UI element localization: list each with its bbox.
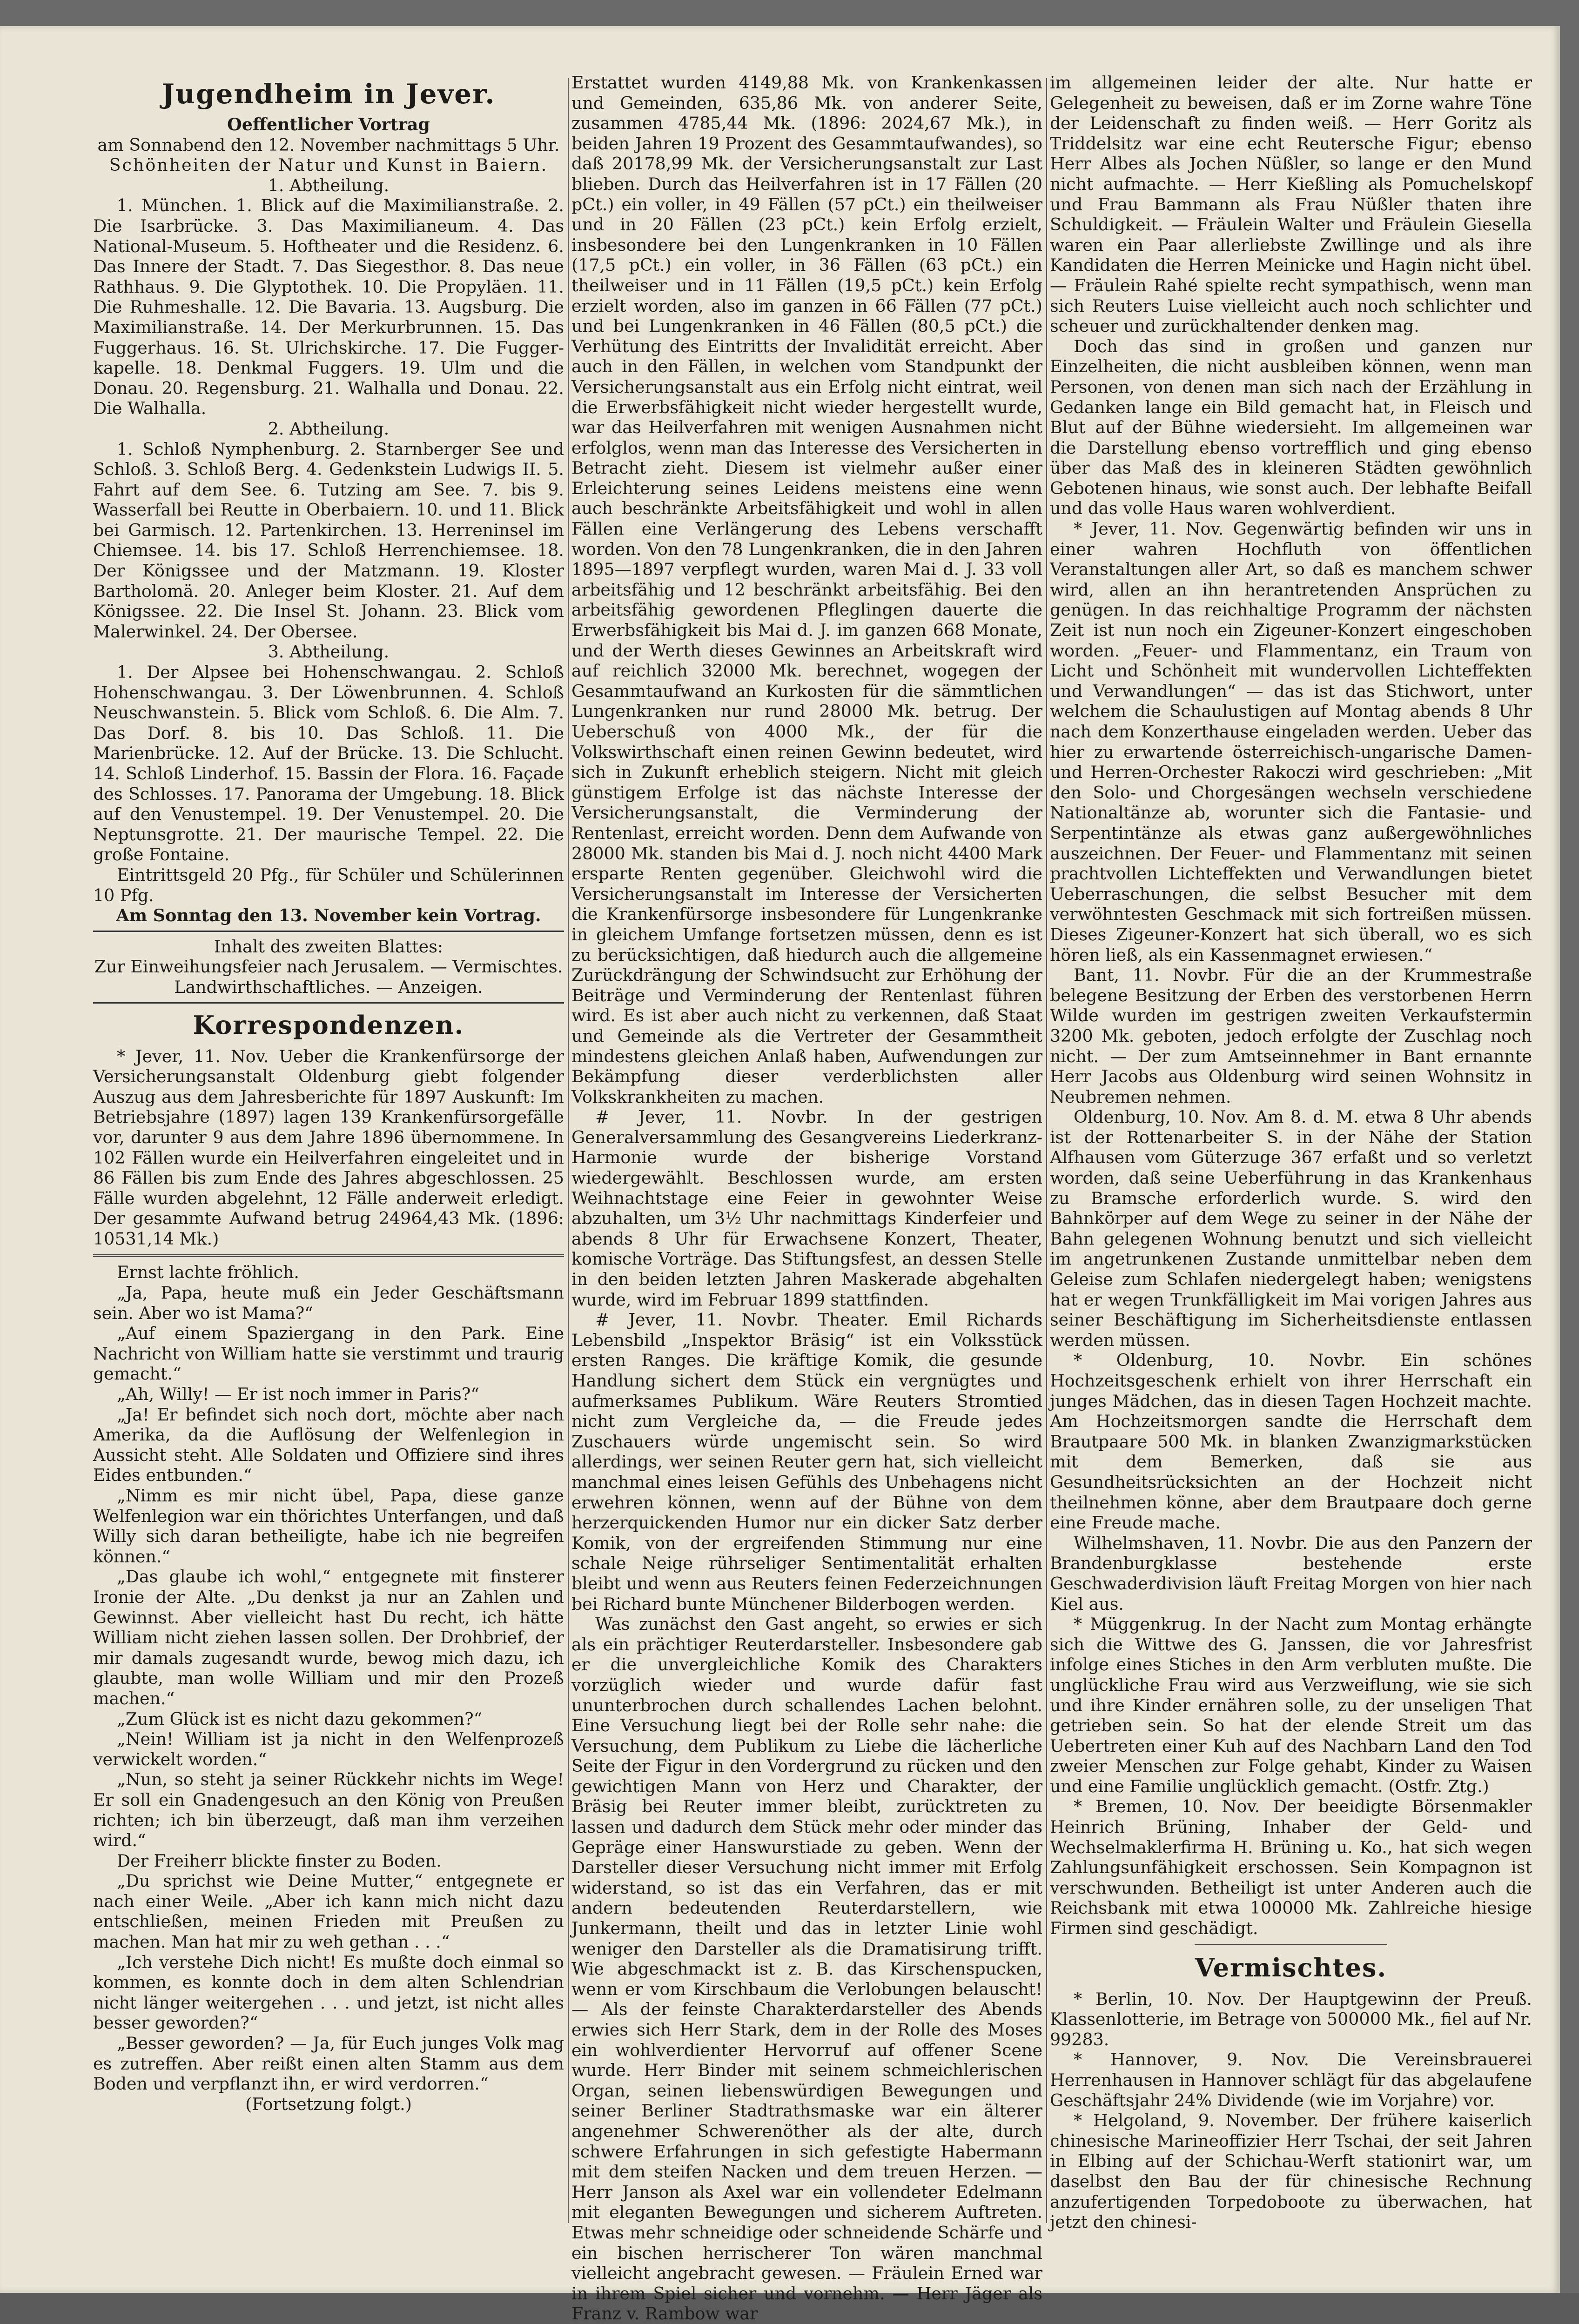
story-paragraph: „Ja! Er befindet sich noch dort, möchte aber nach Amerika, da die Auflösung der Welfenlegion in Aussicht steht. Alle Soldaten und Offiziere sind ihres Eides entbunden.“: [93, 1404, 564, 1486]
contents-heading: Inhalt des zweiten Blattes:: [214, 936, 443, 957]
admission-text: Eintrittsgeld 20 Pfg., für Schüler und Schülerinnen 10 Pfg.: [93, 864, 564, 905]
lecture-topic: Schönheiten der Natur und Kunst in Baiern.: [109, 155, 548, 175]
article-berlin: * Berlin, 10. Nov. Der Hauptgewinn der Preuß. Klassenlotterie, im Betrage von 500000 Mk., fiel auf Nr. 99283.: [1050, 1989, 1532, 2049]
article-krankenfuersorge-continued: Erstattet wurden 4149,88 Mk. von Krankenkassen und Gemeinden, 635,86 Mk. von anderer Seite, zusammen 4785,44 Mk. (1896: 2024,67 Mk.), in beiden Jahren 19 Prozent des Gesammtaufwandes), so daß 20178,99 Mk. der Versicherungsanstalt zur Last blieben. Durch das Heilverfahren ist in 17 Fällen (20 pCt.) ein voller, in 49 Fällen (57 pCt.) ein theilweiser und in 20 Fällen (23 pCt.) kein Erfolg erzielt, insbesondere bei den Lungenkranken in 10 Fällen (17,5 pCt.) ein voller, in 36 Fällen (63 pCt.) ein theilweiser und in 11 Fällen (19,5 pCt.) kein Erfolg erzielt worden, also im ganzen in 66 Fällen (77 pCt.) und bei Lungenkranken in 46 Fällen (80,5 pCt.) die Verhütung des Eintritts der Invalidität erreicht. Aber auch in den Fällen, in welchen vom Standpunkt der Versicherungsanstalt aus ein Erfolg nicht eintrat, weil die Erwerbsfähigkeit nicht wieder hergestellt wurde, war das Heilverfahren mit wenigen Ausnahmen nicht erfolglos, wenn man das Interesse des Versicherten in Betracht zieht. Diesem ist vielmehr außer einer Erleichterung seines Leidens meistens eine wenn auch beschränkte Arbeitsfähigkeit und wohl in allen Fällen eine Verlängerung des Lebens verschafft worden. Von den 78 Lungenkranken, die in den Jahren 1895—1897 verpflegt wurden, waren Mai d. J. 33 voll arbeitsfähig und 12 beschränkt arbeitsfähig. Bei den arbeitsfähig gewordenen Pfleglingen dauerte die Erwerbsfähigkeit bis Mai d. J. im ganzen 668 Monate, und der Werth dieses Gewinnes an Arbeitskraft wird auf reichlich 32000 Mk. berechnet, wogegen der Gesammtaufwand an Kurkosten für die sämmtlichen Lungenkranken nur rund 28000 Mk. betrug. Der Ueberschuß von 4000 Mk., der für die Volkswirthschaft einen reinen Gewinn bedeutet, wird sich in Zukunft erheblich steigern. Nicht mit gleich günstigem Erfolge ist das nächste Interesse der Versicherungsanstalt, die Verminderung der Rentenlast, erreicht worden. Denn dem Aufwande von 28000 Mk. standen bis Mai d. J. noch nicht 4400 Mark ersparte Renten gegenüber. Gleichwohl wird die Versicherungsanstalt im Interesse der Versicherten die Krankenfürsorge insbesondere für Lungenkranke in gleichem Umfange fortsetzen müssen, denn es ist zu berücksichtigen, daß hiedurch auch die allgemeine Zurückdrängung der Schwindsucht zur Erhöhung der Beiträge und Verminderung der Rentenlast führen wird. Es ist aber auch nicht zu verkennen, daß Staat und Gemeinde als die Vertreter der Gesammtheit mindestens gleichen Anlaß haben, Aufwendungen zur Bekämpfung dieser verderblichsten aller Volkskrankheiten zu machen.: [571, 73, 1042, 1107]
article-oldenburg-hochzeit: * Oldenburg, 10. Novbr. Ein schönes Hochzeitsgeschenk erhielt von ihrer Herrschaft ein junges Mädchen, das in diesen Tagen Hochzeit machte. Am Hochzeitsmorgen sandte die Herrschaft dem Brautpaare 500 Mk. in blanken Zwanzigmarkstücken mit dem Bemerken, daß sie aus Gesundheitsrücksichten an der Hochzeit nicht theilnehmen könne, aber dem Brautpaare doch gerne eine Freude mache.: [1050, 1350, 1532, 1533]
newspaper-page: [0, 26, 1560, 2324]
story-paragraph: Der Freiherr blickte finster zu Boden.: [116, 1850, 442, 1871]
article-theater-conclusion: Doch das sind in großen und ganzen nur Einzelheiten, die nicht ausbleiben können, wenn man Personen, von denen man sich nach der Erzählung in Gedanken lange ein Bild gemacht hat, in Fleisch und Blut auf der Bühne wiedersieht. Im allgemeinen war die Darstellung ebenso vortrefflich und ging ebenso über das Maß des in kleineren Städten gewöhnlich Gebotenen hinaus, wie sonst auch. Der lebhafte Beifall und das volle Haus waren wohlverdient.: [1050, 336, 1532, 519]
contents-list: Zur Einweihungsfeier nach Jerusalem. — Vermischtes. Landwirthschaftliches. — Anzeigen.: [94, 957, 563, 997]
column-1: [93, 73, 564, 2265]
story-paragraph: „Nein! William ist ja nicht in den Welfenprozeß verwickelt worden.“: [93, 1729, 564, 1769]
column-divider: [568, 78, 569, 2223]
headline-jugendheim: Jugendheim in Jever.: [161, 78, 496, 110]
separator: [93, 931, 564, 932]
article-bremen: * Bremen, 10. Nov. Der beeidigte Börsenmakler Heinrich Brüning, Inhaber der Geld- und Wechselmaklerfirma H. Brüning u. Ko., hat sich wegen Zahlungsunfähigkeit erschossen. Sein Kompagnon ist verschwunden. Betheiligt ist unter Anderen auch die Reichsbank mit etwa 100000 Mk. Zahlreiche hiesige Firmen sind geschädigt.: [1050, 1796, 1532, 1939]
separator: [93, 1002, 564, 1004]
story-paragraph: „Nimm es mir nicht übel, Papa, diese ganze Welfenlegion war ein thörichtes Unterfangen, und daß Willy sich daran betheiligte, habe ich nie begreifen können.“: [93, 1486, 564, 1567]
story-paragraph: Ernst lachte fröhlich.: [116, 1262, 299, 1283]
part1-heading: 1. Abtheilung.: [268, 175, 390, 195]
column-divider: [1046, 78, 1047, 2223]
column-3: [1050, 73, 1532, 2265]
story-paragraph: „Besser geworden? — Ja, für Euch junges Volk mag es zutreffen. Aber reißt einen alten Stamm aus dem Boden und verpflanzt ihn, er wird verdorren.“: [93, 2033, 564, 2094]
article-bant: Bant, 11. Novbr. Für die an der Krummestraße belegene Besitzung der Erben des verstorbenen Herrn Wilde wurden im gestrigen zweiten Verkaufstermin 3200 Mk. geboten, jedoch erfolgte der Zuschlag noch nicht. — Der zum Amtseinnehmer in Bant ernannte Herr Jacobs aus Oldenburg wird seinen Wohnsitz in Neubremen nehmen.: [1050, 965, 1532, 1107]
section-heading-korrespondenzen: Korrespondenzen.: [193, 1010, 464, 1040]
lecture-date: am Sonnabend den 12. November nachmittags 5 Uhr.: [97, 134, 560, 155]
article-jever-liederkranz: # Jever, 11. Novbr. In der gestrigen Generalversammlung des Gesangvereins Liederkranz-Harmonie wurde der bisherige Vorstand wiedergewählt. Beschlossen wurde, am ersten Weihnachtstage eine Feier in gewohnter Weise abzuhalten, um 3½ Uhr nachmittags Kinderfeier und abends 8 Uhr für Erwachsene Konzert, Theater, komische Vorträge. Das Stiftungsfest, an dessen Stelle in den beiden letzten Jahren Maskerade abgehalten wurde, wird im Februar 1899 stattfinden.: [571, 1107, 1042, 1310]
sunday-note: Am Sonntag den 13. November kein Vortrag.: [116, 905, 541, 926]
article-oldenburg-unfall: Oldenburg, 10. Nov. Am 8. d. M. etwa 8 Uhr abends ist der Rottenarbeiter S. in der Nähe der Station Alfhausen vom Güterzuge 367 erfaßt und so verletzt worden, daß seine Ueberführung in das Krankenhaus zu Bramsche erforderlich wurde. S. wird den Bahnkörper auf dem Wege zu seiner in der Nähe der Bahn gelegenen Wohnung benutzt und sich vielleicht im angetrunkenen Zustande unmittelbar neben dem Geleise zum Schlafen niedergelegt haben; wenigstens hat er wegen Trunkfälligkeit im Mai vorigen Jahres aus seiner Beschäftigung im Sicherheitsdienste entlassen werden müssen.: [1050, 1107, 1532, 1350]
article-mueggenkrug: * Müggenkrug. In der Nacht zum Montag erhängte sich die Wittwe des G. Janssen, die vor Jahresfrist infolge eines Stiches in den Arm verbluten mußte. Die unglückliche Frau wird aus Verzweiflung, wie sie sich und ihre Kinder ernähren solle, zu der unseligen That getrieben sein. So hat der elende Streit um das Uebertreten einer Kuh auf des Nachbarn Land den Tod zweier Menschen zur Folge gehabt, Kinder zu Waisen und eine Familie unglücklich gemacht. (Ostfr. Ztg.): [1050, 1614, 1532, 1796]
story-paragraph: „Ah, Willy! — Er ist noch immer in Paris?“: [116, 1384, 479, 1405]
story-paragraph: „Nun, so steht ja seiner Rückkehr nichts im Wege! Er soll ein Gnadengesuch an den König von Preußen richten; ich bin überzeugt, daß man ihm verzeihen wird.“: [93, 1769, 564, 1851]
article-jever-theater: # Jever, 11. Novbr. Theater. Emil Richards Lebensbild „Inspektor Bräsig“ ist ein Volksstück ersten Ranges. Die kräftige Komik, die gesunde Handlung sichert dem Stück ein vergnügtes und aufmerksames Publikum. Wäre Reuters Stromtied nicht zum Vergleiche da, — die Freude jedes Zuschauers würde ungemischt sein. So wird allerdings, wer seinen Reuter gern hat, sich vielleicht manchmal eines leisen Gefühls des Unbehagens nicht erwehren können, wenn auf der Bühne von dem herzerquickenden Humor nur ein dicker Satz derber Komik, von der ergreifenden Stimmung nur eine schale Neige rührseliger Sentimentalität erhalten bleibt und wenn aus Reuters feinen Federzeichnungen bei Richard bunte Münchener Bilderbogen werden.: [571, 1310, 1042, 1614]
article-jever-zigeuner-konzert: * Jever, 11. Nov. Gegenwärtig befinden wir uns in einer wahren Hochfluth von öffentlichen Veranstaltungen aller Art, so daß es manchem schwer wird, allen an ihn herantretenden Ansprüchen zu genügen. In das reichhaltige Programm der nächsten Zeit ist nun noch ein Zigeuner-Konzert eingeschoben worden. „Feuer- und Flammentanz, ein Traum von Licht und Schönheit mit wundervollen Lichteffekten und Verwandlungen“ — das ist das Stichwort, unter welchem die Schaulustigen auf Montag abends 8 Uhr nach dem Konzerthause eingeladen werden. Ueber das hier zu erwartende österreichisch-ungarische Damen- und Herren-Orchester Rakoczi wird geschrieben: „Mit den Solo- und Chorgesängen wechseln verschiedene Nationaltänze ab, worunter sich die Fantasie- und Serpentintänze als etwas ganz außergewöhnliches auszeichnen. Der Feuer- und Flammentanz mit seinen prachtvollen Lichteffekten und Verwandlungen bietet Ueberraschungen, die selbst Besucher mit dem verwöhntesten Geschmack mit sich fortreißen müssen. Dieses Zigeuner-Konzert hat sich überall, wo es sich hören ließ, als ein Kassenmagnet erwiesen.“: [1050, 519, 1532, 965]
part3-heading: 3. Abtheilung.: [268, 642, 390, 662]
story-paragraph: „Ja, Papa, heute muß ein Jeder Geschäftsmann sein. Aber wo ist Mama?“: [93, 1283, 564, 1323]
article-wilhelmshaven: Wilhelmshaven, 11. Novbr. Die aus den Panzern der Brandenburgklasse bestehende erste Geschwaderdivision läuft Freitag Morgen von hier nach Kiel aus.: [1050, 1533, 1532, 1614]
part2-list: 1. Schloß Nymphenburg. 2. Starnberger See und Schloß. 3. Schloß Berg. 4. Gedenkstein Ludwigs II. 5. Fahrt auf dem See. 6. Tutzing am See. 7. bis 9. Wasserfall bei Reutte in Oberbaiern. 10. und 11. Blick bei Garmisch. 12. Partenkirchen. 13. Herreninsel im Chiemsee. 14. bis 17. Schloß Herrenchiemsee. 18. Der Königssee und der Matzmann. 19. Kloster Bartholomä. 20. Anleger beim Kloster. 21. Auf dem Königssee. 22. Die Insel St. Johann. 23. Blick vom Malerwinkel. 24. Der Obersee.: [93, 439, 564, 642]
part3-list: 1. Der Alpsee bei Hohenschwangau. 2. Schloß Hohenschwangau. 3. Der Löwenbrunnen. 4. Schloß Neuschwanstein. 5. Blick vom Schloß. 6. Die Alm. 7. Das Dorf. 8. bis 10. Das Schloß. 11. Die Marienbrücke. 12. Auf der Brücke. 13. Die Schlucht. 14. Schloß Linderhof. 15. Bassin der Flora. 16. Façade des Schlosses. 17. Panorama der Umgebung. 18. Blick auf den Venustempel. 19. Der Venustempel. 20. Die Neptunsgrotte. 21. Der maurische Tempel. 22. Die große Fontaine.: [93, 662, 564, 865]
article-helgoland: * Helgoland, 9. November. Der frühere kaiserlich chinesische Marineoffizier Herr Tschai, der seit Jahren in Elbing auf der Schichau-Werft stationirt war, um daselbst den Bau der für chinesische Rechnung anzufertigenden Torpedoboote zu überwachen, hat jetzt den chinesi-: [1050, 2110, 1532, 2232]
article-theater-review: Was zunächst den Gast angeht, so erwies er sich als ein prächtiger Reuterdarsteller. Insbesondere gab er die unvergleichliche Komik des Charakters vorzüglich wieder und wurde dafür fast ununterbrochen durch schallendes Lachen belohnt. Eine Versuchung liegt bei der Rolle sehr nahe: die Versuchung, dem Publikum zu Liebe die lächerliche Seite der Figur in den Vordergrund zu rücken und den gewichtigen Mann von Herz und Charakter, der Bräsig bei Reuter immer bleibt, zurücktreten zu lassen und dadurch dem Stück mehr oder minder das Gepräge einer Hanswurstiade zu geben. Wenn der Darsteller dieser Versuchung nicht immer mit Erfolg widerstand, so ist das ein Verfahren, das er mit andern bedeutenden Reuterdarstellern, wie Junkermann, theilt und das in letzter Linie wohl weniger den Darsteller als die Dramatisirung trifft. Wie abgeschmackt ist z. B. das Kirschenspucken, wenn er vom Kirschbaum die Verlobungen belauscht! — Als der feinste Charakterdarsteller des Abends erwies sich Herr Stark, dem in der Rolle des Moses ein wohlverdienter Hervorruf auf offener Scene wurde. Herr Binder mit seinem schmeichlerischen Organ, seinen liebenswürdigen Bewegungen und seiner Berliner Stadtrathsmaske war ein älterer angenehmer Schwerenöther als der alte, durch schwere Erfahrungen in sich gefestigte Habermann mit dem steifen Nacken und dem treuen Herzen. — Herr Janson als Axel war ein vollendeter Edelmann mit eleganten Bewegungen und sicherem Auftreten. Etwas mehr schneidige oder schneidende Schärfe und ein bischen herrischerer Ton wären manchmal vielleicht angebracht gewesen. — Fräulein Erned war in ihrem Spiel sicher und vornehm. — Herr Jäger als Franz v. Rambow war: [571, 1614, 1042, 2324]
article-jever-krankenfuersorge: * Jever, 11. Nov. Ueber die Krankenfürsorge der Versicherungsanstalt Oldenburg giebt folgender Auszug aus dem Jahresberichte für 1897 Auskunft: Im Betriebsjahre (1897) lagen 139 Krankenfürsorgefälle vor, darunter 9 aus dem Jahre 1896 übernommene. In 102 Fällen wurde ein Heilverfahren eingeleitet und in 86 Fällen bis zum Ende des Jahres abgeschlossen. 25 Fälle wurden abgelehnt, 12 Fälle anderweit erledigt. Der gesammte Aufwand betrug 24964,43 Mk. (1896: 10531,14 Mk.): [93, 1046, 564, 1249]
feuilleton-separator: [93, 1254, 564, 1257]
column-2: [571, 73, 1042, 2324]
part1-list: 1. München. 1. Blick auf die Maximilianstraße. 2. Die Isarbrücke. 3. Das Maximilianeum. 4. Das National-Museum. 5. Hoftheater und die Residenz. 6. Das Innere der Stadt. 7. Das Siegesthor. 8. Das neue Rathhaus. 9. Die Glyptothek. 10. Die Propyläen. 11. Die Ruhmeshalle. 12. Die Bavaria. 13. Augsburg. Die Maximilianstraße. 14. Der Merkurbrunnen. 15. Das Fuggerhaus. 16. St. Ulrichskirche. 17. Die Fugger-kapelle. 18. Denkmal Fuggers. 19. Ulm und die Donau. 20. Regensburg. 21. Walhalla und Donau. 22. Die Walhalla.: [93, 195, 564, 419]
subheading-vortrag: Oeffentlicher Vortrag: [227, 114, 430, 134]
part2-heading: 2. Abtheilung.: [268, 418, 390, 439]
story-paragraph: „Ich verstehe Dich nicht! Es mußte doch einmal so kommen, es konnte doch in dem alten Schlendrian nicht länger weitergehen . . . und jetzt, ist nicht alles besser geworden?“: [93, 1952, 564, 2033]
serial-story: [93, 1262, 564, 2114]
story-paragraph: „Zum Glück ist es nicht dazu gekommen?“: [116, 1708, 483, 1729]
story-paragraph: „Das glaube ich wohl,“ entgegnete mit finsterer Ironie der Alte. „Du denkst ja nur an Zahlen und Gewinnst. Aber vielleicht hast Du recht, ich hätte William nicht ziehen lassen sollen. Der Drohbrief, der mir damals zugesandt wurde, bewog mich dazu, ich glaubte, man wolle William und mir den Prozeß machen.“: [93, 1567, 564, 1708]
article-hannover: * Hannover, 9. Nov. Die Vereinsbrauerei Herrenhausen in Hannover schlägt für das abgelaufene Geschäftsjahr 24% Dividende (wie im Vorjahre) vor.: [1050, 2049, 1532, 2110]
story-paragraph: „Auf einem Spaziergang in den Park. Eine Nachricht von William hatte sie verstimmt und traurig gemacht.“: [93, 1323, 564, 1384]
story-paragraph: „Du sprichst wie Deine Mutter,“ entgegnete er nach einer Weile. „Aber ich kann mich nicht dazu entschließen, meinen Frieden mit Preußen zu machen. Man hat mir zu weh gethan . . .“: [93, 1871, 564, 1952]
separator: [1195, 1944, 1387, 1945]
article-theater-review-continued: im allgemeinen leider der alte. Nur hatte er Gelegenheit zu beweisen, daß er im Zorne wahre Töne der Leidenschaft zu finden weiß. — Herr Goritz als Triddelsitz war eine echt Reutersche Figur; ebenso Herr Albes als Jochen Nüßler, so lange er den Mund nicht aufmachte. — Herr Kießling als Pomuchelskopf und Frau Bammann als Frau Nüßler thaten ihre Schuldigkeit. — Fräulein Walter und Fräulein Giesella waren ein Paar allerliebste Zwillinge und als ihre Kandidaten die Herren Meinicke und Hagin nicht übel. — Fräulein Rahé spielte recht sympathisch, wenn man sich Reuters Luise vielleicht auch noch schlichter und scheuer und zurückhaltender denken mag.: [1050, 73, 1532, 336]
to-be-continued: (Fortsetzung folgt.): [245, 2094, 412, 2114]
section-heading-vermischtes: Vermischtes.: [1195, 1952, 1387, 1982]
